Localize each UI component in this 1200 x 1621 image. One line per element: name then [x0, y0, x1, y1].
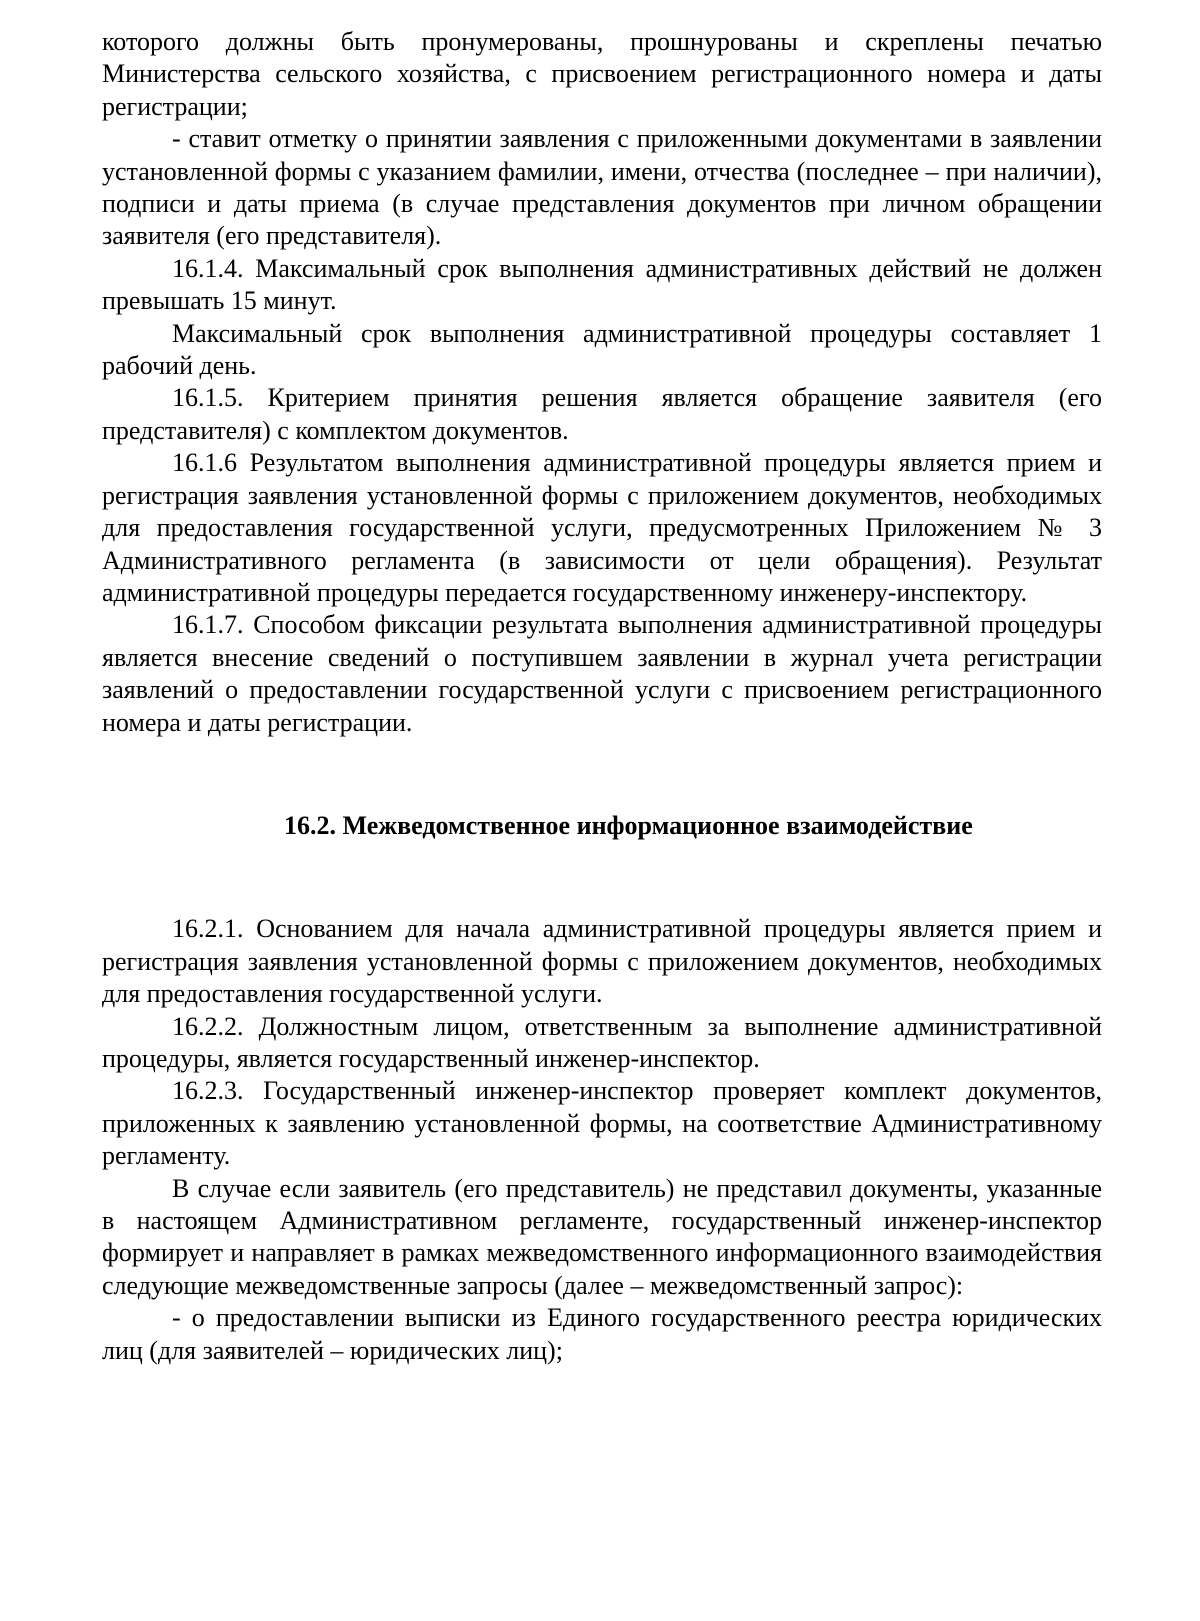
paragraph-egrul-extract: - о предоставлении выписки из Единого государственного реестра юридических лиц (для заявителей – юридических лиц);	[102, 1303, 1102, 1365]
paragraph-16-1-4: 16.1.4. Максимальный срок выполнения административных действий не должен превышать 15 минут.	[102, 253, 1102, 316]
paragraph-16-2-1: 16.2.1. Основанием для начала административной процедуры является прием и регистрация заявления установленной формы с приложением документов, необходимых для предоставления государственной услуги.	[102, 914, 1102, 1009]
paragraph-registration-mark: - ставит отметку о принятии заявления с приложенными документами в заявлении установленной формы с указанием фамилии, имени, отчества (последнее – при наличии), подписи и даты приема (в случае представления документов при личном обращении заявителя (его представителя).	[102, 124, 1102, 251]
paragraph-16-1-7: 16.1.7. Способом фиксации результата выполнения административной процедуры является внесение сведений о поступившем заявлении в журнал учета регистрации заявлений о предоставлении государственной услуги с присвоением регистрационного номера и даты регистрации.	[102, 610, 1102, 737]
paragraph-max-procedure-term: Максимальный срок выполнения административной процедуры составляет 1 рабочий день.	[102, 318, 1102, 381]
paragraph-continuation: которого должны быть пронумерованы, прошнурованы и скреплены печатью Министерства сельского хозяйства, с присвоением регистрационного номера и даты регистрации;	[102, 27, 1102, 121]
paragraph-16-2-3: 16.2.3. Государственный инженер-инспектор проверяет комплект документов, приложенных к заявлению установленной формы, на соответствие Административному регламенту.	[102, 1076, 1102, 1171]
paragraph-interagency-request: В случае если заявитель (его представитель) не представил документы, указанные в настоящем Административном регламенте, государственный инженер-инспектор формирует и направляет в рамках межведомственного информационного взаимодействия следующие межведомственные запросы (далее – межведомственный запрос):	[102, 1173, 1102, 1300]
paragraph-16-2-2: 16.2.2. Должностным лицом, ответственным за выполнение административной процедуры, является государственный инженер-инспектор.	[102, 1011, 1102, 1073]
section-title-16-2: 16.2. Межведомственное информационное взаимодействие	[284, 810, 973, 840]
document-page	[102, 26, 1102, 1367]
paragraph-16-1-6: 16.1.6 Результатом выполнения административной процедуры является прием и регистрация заявления установленной формы с приложением документов, необходимых для предоставления государственной услуги, предусмотренных Приложением № 3 Административного регламента (в зависимости от цели обращения). Результат административной процедуры передается государственному инженеру-инспектору.	[102, 448, 1102, 607]
paragraph-16-1-5: 16.1.5. Критерием принятия решения является обращение заявителя (его представителя) с комплектом документов.	[102, 383, 1102, 445]
